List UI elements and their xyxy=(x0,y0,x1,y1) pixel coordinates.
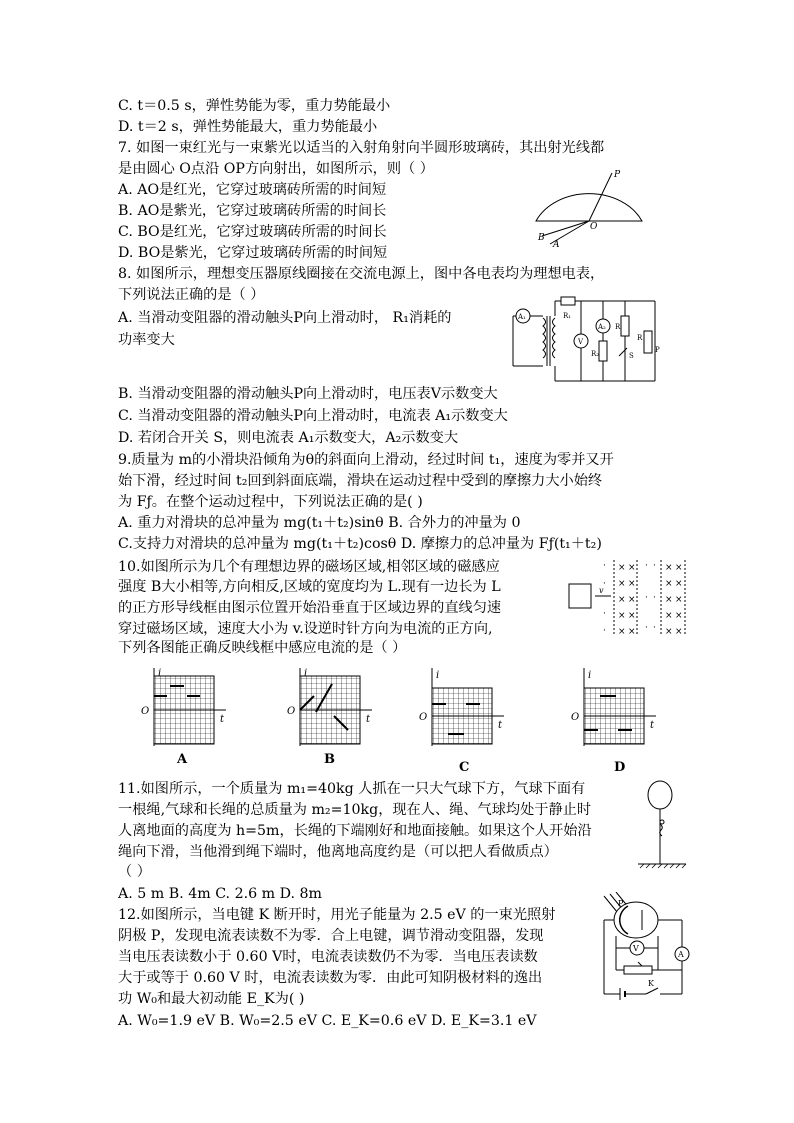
q12-p: P xyxy=(618,899,624,908)
svg-text:·: · xyxy=(603,626,606,636)
svg-text:·: · xyxy=(645,561,648,571)
q7-label-a: A xyxy=(553,240,560,248)
graph-a-t: t xyxy=(220,714,225,725)
svg-text:×: × xyxy=(675,627,683,637)
svg-text:·: · xyxy=(653,593,656,603)
q8-p: P xyxy=(655,346,660,354)
svg-text:·: · xyxy=(603,579,606,589)
q8-a2: A₂ xyxy=(598,323,606,331)
q10-stem-4: 穿过磁场区域，速度大小为 v.设逆时针方向为电流的正方向, xyxy=(118,621,493,637)
q10-v-label: v xyxy=(599,586,604,595)
q7-label-p: P xyxy=(614,170,621,180)
q7-option-c: C. BO是红光，它穿过玻璃砖所需的时间长 xyxy=(118,224,387,240)
svg-text:×: × xyxy=(665,563,673,573)
q11-stem-1: 11.如图所示，一个质量为 m₁=40kg 人抓在一只大气球下方，气球下面有 xyxy=(118,781,586,797)
q9-options-cd: C.支持力对滑块的总冲量为 mg(t₁＋t₂)cosθ D. 摩擦力的总冲量为 Fƒ(t₁＋t₂) xyxy=(118,536,602,552)
svg-text:×: × xyxy=(618,563,626,573)
q11-stem-3: 人离地面的高度为 h=5m，长绳的下端刚好和地面接触。如果这个人开始沿 xyxy=(118,823,592,839)
q7-figure xyxy=(528,168,648,248)
graph-d-i: i xyxy=(588,670,592,681)
q7-label-o: O xyxy=(590,222,598,232)
graph-a xyxy=(140,668,230,748)
graph-d-o: O xyxy=(571,712,580,723)
q12-stem-2: 阴极 P，发现电流表读数不为零．合上电键，调节滑动变阻器，发现 xyxy=(118,928,544,944)
q8-option-a-1: A. 当滑动变阻器的滑动触头P向上滑动时， R₁消耗的 xyxy=(118,310,452,326)
svg-text:×: × xyxy=(665,595,673,605)
q8-figure xyxy=(503,296,663,386)
q11-options: A. 5 m B. 4m C. 2.6 m D. 8m xyxy=(118,886,322,902)
q12-options: A. W₀=1.9 eV B. W₀=2.5 eV C. E_K=0.6 eV D. E_K=3.1 eV xyxy=(118,1013,537,1029)
q12-v: V xyxy=(633,944,639,953)
q10-stem-1: 10.如图所示为几个有理想边界的磁场区域,相邻区域的磁感应 xyxy=(118,559,500,575)
graph-b-o: O xyxy=(287,706,296,717)
svg-text:·: · xyxy=(603,561,606,571)
q11-stem-4: 绳向下滑，当他滑到绳下端时，他离地高度约是（可以把人看做质点） xyxy=(118,844,558,860)
graph-a-i: i xyxy=(158,668,162,679)
graph-b-i: i xyxy=(304,668,308,679)
q7-option-d: D. BO是紫光，它穿过玻璃砖所需的时间短 xyxy=(118,245,388,261)
graph-b xyxy=(286,668,376,748)
graph-d-t: t xyxy=(650,720,655,731)
q7-stem-1: 7. 如图一束红光与一束紫光以适当的入射角射向半圆形玻璃砖，其出射光线都 xyxy=(118,140,605,156)
svg-text:×: × xyxy=(675,563,683,573)
q8-option-c: C. 当滑动变阻器的滑动触头P向上滑动时，电流表 A₁示数变大 xyxy=(118,408,508,424)
graph-c xyxy=(418,668,508,748)
graph-c-t: t xyxy=(498,720,503,731)
svg-text:·: · xyxy=(603,609,606,619)
svg-text:·: · xyxy=(645,593,648,603)
q12-figure xyxy=(598,892,694,1002)
q8-r: R xyxy=(615,323,621,331)
q8-v: V xyxy=(578,338,584,346)
svg-text:×: × xyxy=(665,611,673,621)
svg-text:×: × xyxy=(628,595,636,605)
graph-c-i: i xyxy=(436,670,440,681)
svg-text:×: × xyxy=(675,595,683,605)
graph-d-label: D xyxy=(614,760,626,775)
q12-stem-4: 大于或等于 0.60 V 时，电流表读数为零．由此可知阴极材料的逸出 xyxy=(118,970,543,986)
graph-a-o: O xyxy=(141,706,150,717)
q8-r1: R₁ xyxy=(563,312,572,320)
q7-label-b: B xyxy=(538,233,545,243)
q6-option-d: D. t＝2 s，弹性势能最大，重力势能最小 xyxy=(118,119,378,135)
q8-r-right: R xyxy=(637,334,643,342)
svg-text:×: × xyxy=(618,611,626,621)
svg-text:×: × xyxy=(628,563,636,573)
graph-c-label: C xyxy=(459,760,470,775)
q8-stem-2: 下列说法正确的是（ ） xyxy=(118,287,265,303)
q12-k: K xyxy=(648,979,654,988)
q8-r2: R₂ xyxy=(591,350,600,358)
svg-text:×: × xyxy=(618,627,626,637)
q8-stem-1: 8. 如图所示，理想变压器原线圈接在交流电源上，图中各电表均为理想电表， xyxy=(118,266,605,282)
svg-text:×: × xyxy=(618,579,626,589)
graph-b-label: B xyxy=(324,752,335,767)
q7-stem-2: 是由圆心 O点沿 OP方向射出，如图所示，则（ ） xyxy=(118,161,434,177)
q9-stem-3: 为 Fƒ。在整个运动过程中，下列说法正确的是( ) xyxy=(118,494,423,510)
q8-option-b: B. 当滑动变阻器的滑动触头P向上滑动时，电压表V示数变大 xyxy=(118,386,498,402)
q11-figure xyxy=(632,778,692,870)
q12-stem-5: 功 W₀和最大初动能 E_K为( ) xyxy=(118,991,305,1007)
svg-text:·: · xyxy=(653,623,656,633)
svg-text:×: × xyxy=(675,611,683,621)
q7-option-b: B. AO是紫光，它穿过玻璃砖所需的时间长 xyxy=(118,203,387,219)
svg-text:×: × xyxy=(665,579,673,589)
q8-s: S xyxy=(629,352,634,360)
q8-option-d: D. 若闭合开关 S，则电流表 A₁示数变大，A₂示数变大 xyxy=(118,430,459,446)
q11-bracket: （ ） xyxy=(118,864,151,880)
q9-options-ab: A. 重力对滑块的总冲量为 mg(t₁＋t₂)sinθ B. 合外力的冲量为 0 xyxy=(118,515,521,531)
q10-figure xyxy=(565,556,695,638)
graph-b-t: t xyxy=(366,714,371,725)
q12-stem-3: 当电压表读数小于 0.60 V时，电流表读数仍不为零．当电压表读数 xyxy=(118,949,538,965)
svg-text:×: × xyxy=(628,579,636,589)
q8-a1: A₁ xyxy=(518,313,526,321)
q10-stem-2: 强度 B大小相等,方向相反,区域的宽度均为 L.现有一边长为 L xyxy=(118,579,501,595)
q12-stem-1: 12.如图所示，当电键 K 断开时，用光子能量为 2.5 eV 的一束光照射 xyxy=(118,907,556,923)
svg-text:×: × xyxy=(675,579,683,589)
svg-text:·: · xyxy=(653,561,656,571)
q9-stem-2: 始下滑，经过时间 t₂回到斜面底端，滑块在运动过程中受到的摩擦力大小始终 xyxy=(118,473,603,489)
q8-option-a-2: 功率变大 xyxy=(118,332,175,348)
graph-a-label: A xyxy=(177,752,188,767)
q6-option-c: C. t＝0.5 s，弹性势能为零，重力势能最小 xyxy=(118,98,391,114)
q10-stem-5: 下列各图能正确反映线框中感应电流的是（ ） xyxy=(118,640,407,656)
svg-text:·: · xyxy=(645,623,648,633)
q11-stem-2: 一根绳,气球和长绳的总质量为 m₂=10kg，现在人、绳、气球均处于静止时 xyxy=(118,802,592,818)
svg-text:×: × xyxy=(628,611,636,621)
svg-text:×: × xyxy=(618,595,626,605)
q10-stem-3: 的正方形导线框由图示位置开始沿垂直于区域边界的直线匀速 xyxy=(118,600,502,616)
graph-d xyxy=(570,668,660,748)
graph-c-o: O xyxy=(419,712,428,723)
q7-option-a: A. AO是红光，它穿过玻璃砖所需的时间短 xyxy=(118,182,387,198)
svg-text:×: × xyxy=(665,627,673,637)
q12-a: A xyxy=(678,950,684,959)
svg-text:×: × xyxy=(628,627,636,637)
q9-stem-1: 9.质量为 m的小滑块沿倾角为θ的斜面向上滑动，经过时间 t₁，速度为零并又开 xyxy=(118,452,614,468)
